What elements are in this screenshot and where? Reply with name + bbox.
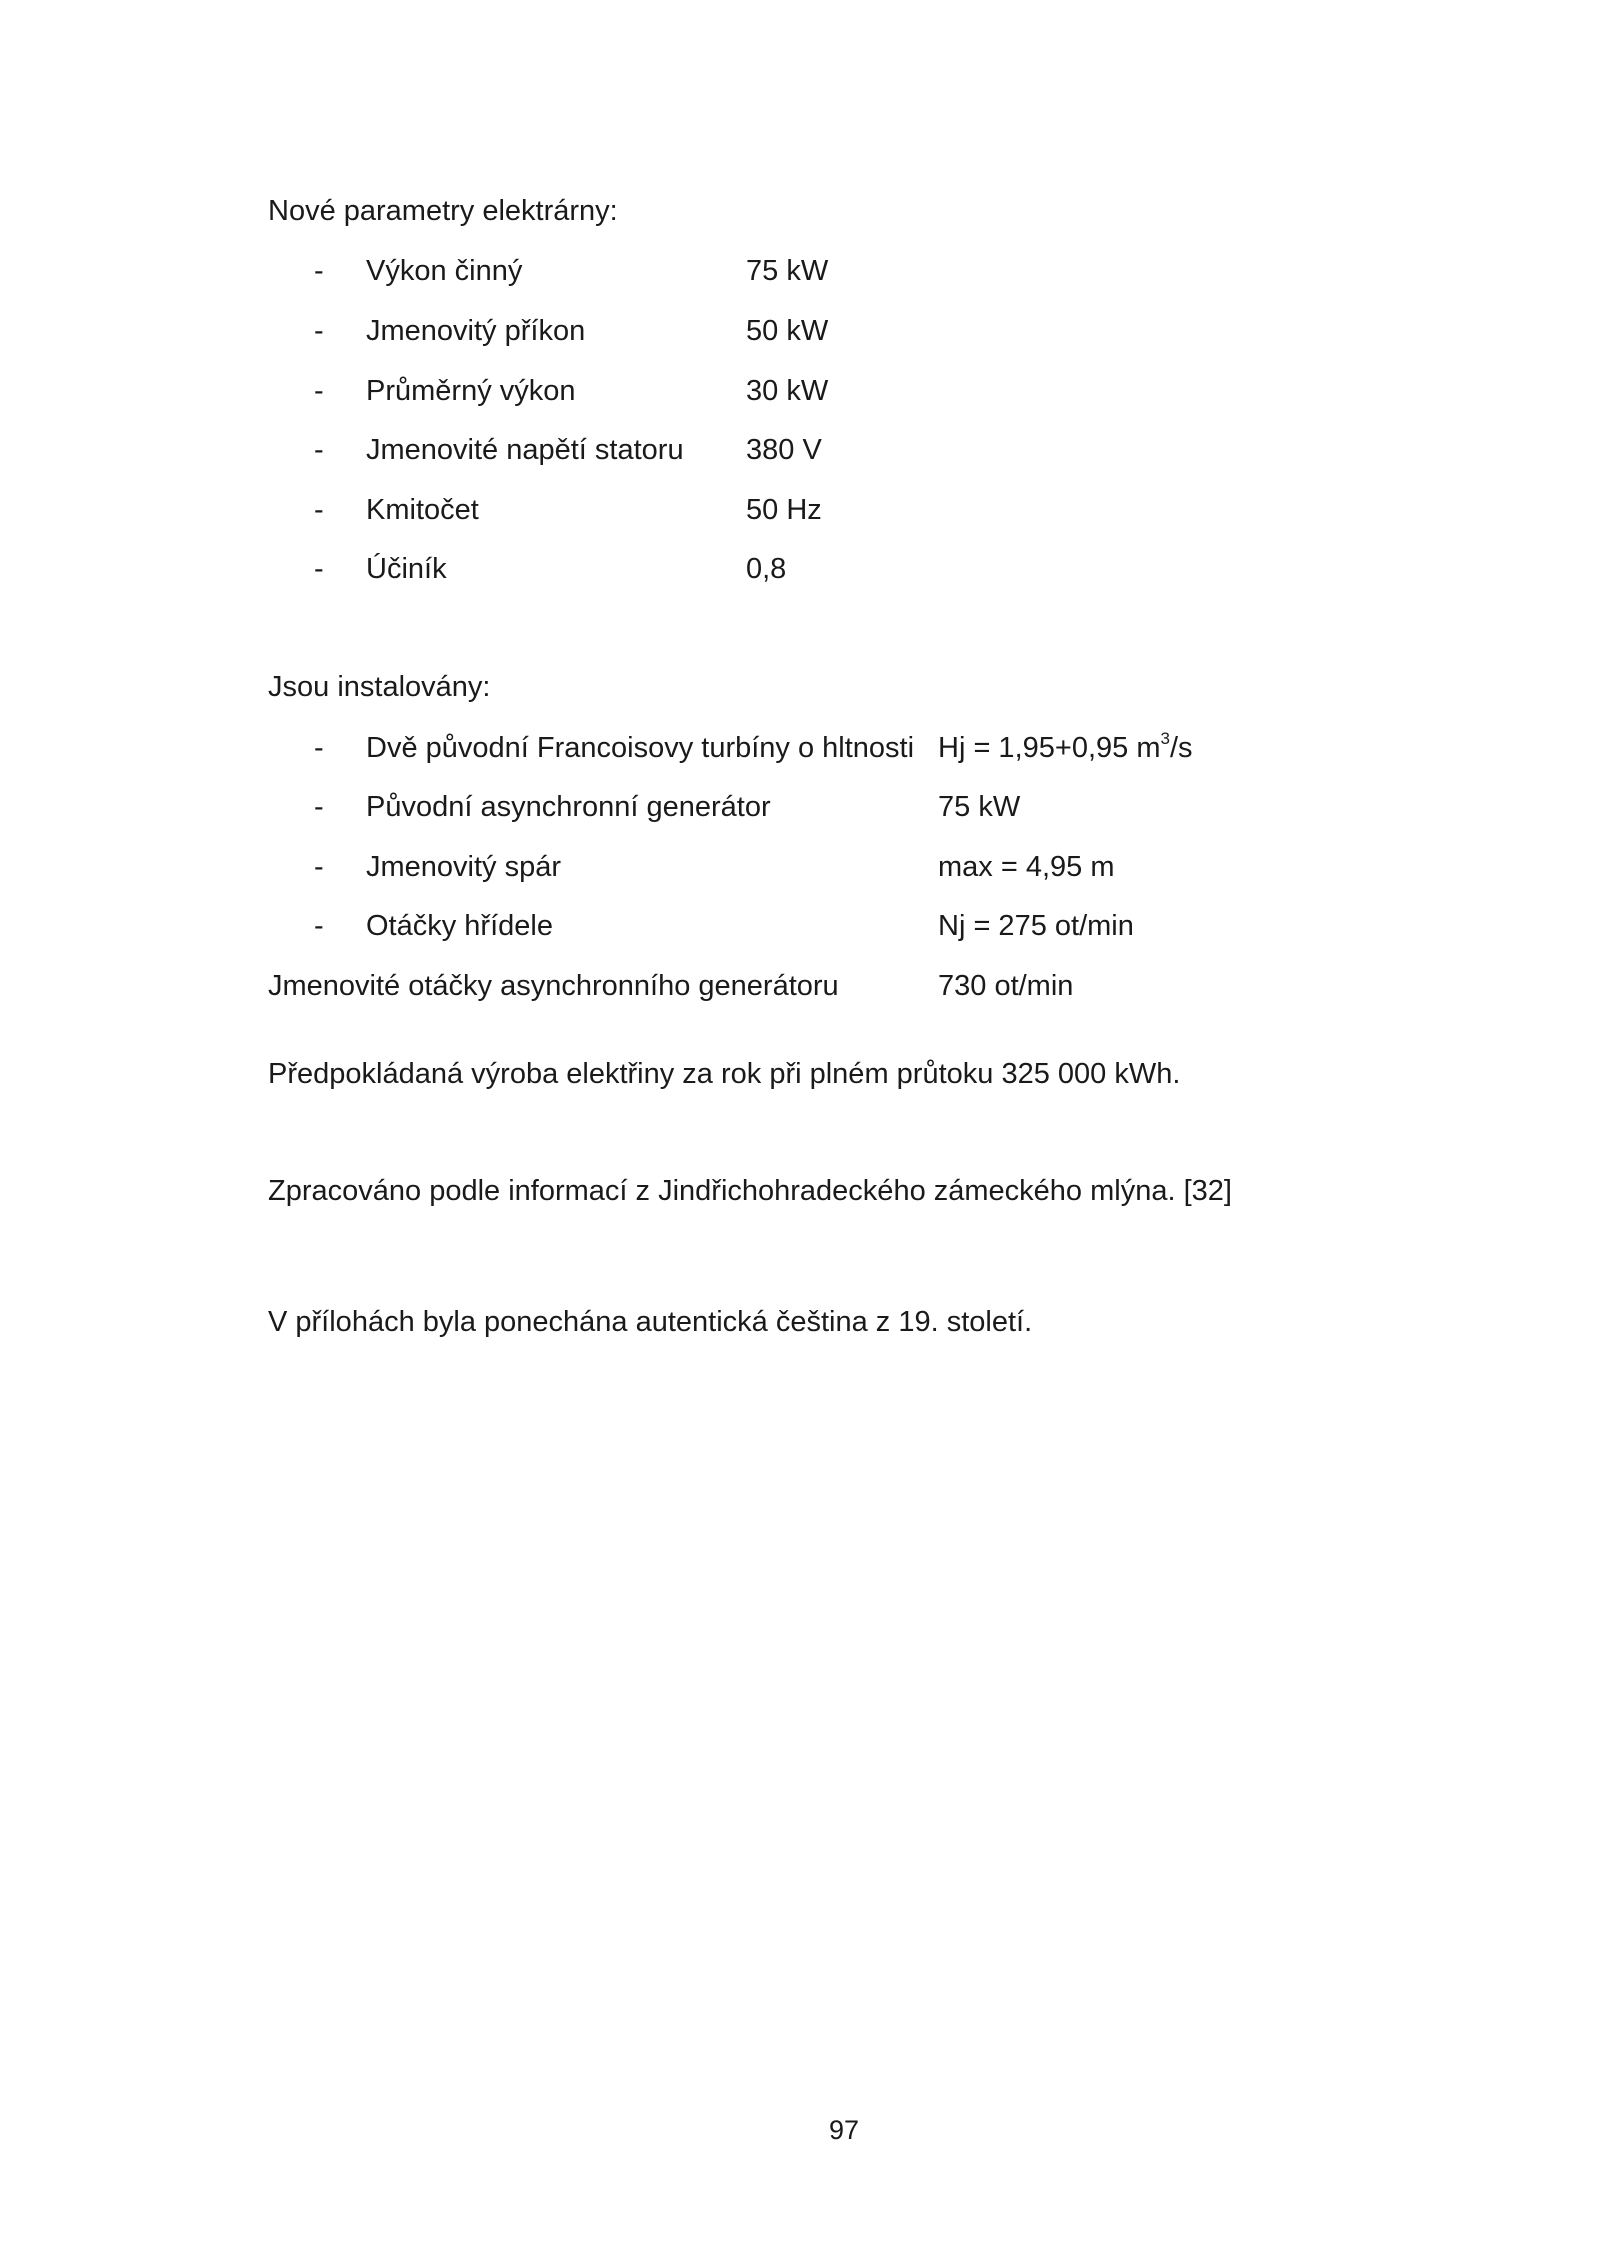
installed-label: Jmenovitý spár	[366, 851, 562, 883]
installed-value: 75 kW	[938, 791, 1021, 823]
installed-value: Nj = 275 ot/min	[938, 910, 1134, 942]
generator-speed-value: 730 ot/min	[938, 970, 1074, 1002]
installed-value: max = 4,95 m	[938, 851, 1115, 883]
list-dash: -	[314, 434, 324, 466]
parameter-label: Jmenovitý příkon	[366, 315, 586, 347]
parameter-label: Účiník	[366, 553, 447, 585]
parameter-value: 75 kW	[746, 255, 829, 287]
production-paragraph: Předpokládaná výroba elektřiny za rok při plném průtoku 325 000 kWh.	[268, 1058, 1181, 1090]
list-dash: -	[314, 375, 324, 407]
source-paragraph: Zpracováno podle informací z Jindřichohradeckého zámeckého mlýna. [32]	[268, 1175, 1232, 1207]
note-paragraph: V přílohách byla ponechána autentická čeština z 19. století.	[268, 1306, 1033, 1338]
installed-value	[938, 731, 1193, 765]
installed-label: Dvě původní Francoisovy turbíny o hltnosti	[366, 732, 915, 764]
list-dash: -	[314, 910, 324, 942]
parameters-heading: Nové parametry elektrárny:	[268, 195, 618, 227]
installed-label: Otáčky hřídele	[366, 910, 553, 942]
parameter-label: Kmitočet	[366, 494, 479, 526]
list-dash: -	[314, 553, 324, 585]
parameter-value: 30 kW	[746, 375, 829, 407]
installed-value-unit: /s	[1169, 732, 1193, 764]
parameter-label: Výkon činný	[366, 255, 523, 287]
generator-speed-label: Jmenovité otáčky asynchronního generátoru	[268, 970, 839, 1002]
installed-label: Původní asynchronní generátor	[366, 791, 771, 823]
parameter-label: Průměrný výkon	[366, 375, 576, 407]
list-dash: -	[314, 851, 324, 883]
installed-heading: Jsou instalovány:	[268, 671, 491, 703]
list-dash: -	[314, 791, 324, 823]
parameter-value: 50 Hz	[746, 494, 822, 526]
parameter-label: Jmenovité napětí statoru	[366, 434, 684, 466]
parameter-value: 50 kW	[746, 315, 829, 347]
list-dash: -	[314, 255, 324, 287]
parameter-value: 0,8	[746, 553, 787, 585]
installed-value-superscript: 3	[1160, 729, 1170, 749]
page-number: 97	[828, 2115, 860, 2145]
list-dash: -	[314, 732, 324, 764]
list-dash: -	[314, 494, 324, 526]
installed-value-main: Hj = 1,95+0,95 m	[938, 732, 1161, 764]
list-dash: -	[314, 315, 324, 347]
parameter-value: 380 V	[746, 434, 822, 466]
